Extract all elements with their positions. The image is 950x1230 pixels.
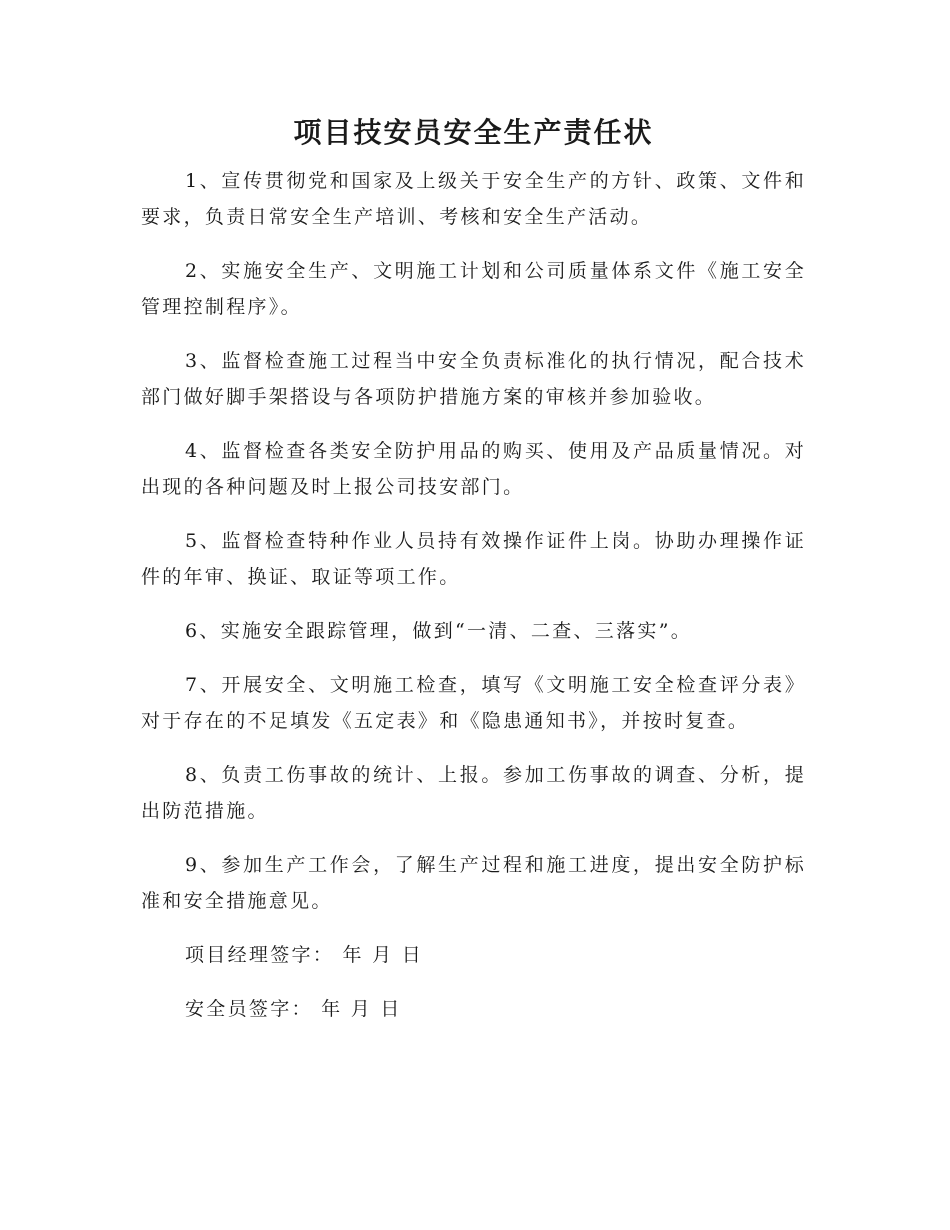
clause-1: 1、宣传贯彻党和国家及上级关于安全生产的方针、政策、文件和要求，负责日常安全生产培训、考核和安全生产活动。 xyxy=(141,170,806,228)
signature-block xyxy=(141,937,806,1027)
clause-7: 7、开展安全、文明施工检查，填写《文明施工安全检查评分表》对于存在的不足填发《五定表》和《隐患通知书》，并按时复查。 xyxy=(141,674,806,732)
document-title: 项目技安员安全生产责任状 xyxy=(293,116,654,149)
clause-3: 3、监督检查施工过程当中安全负责标准化的执行情况，配合技术部门做好脚手架搭设与各项防护措施方案的审核并参加验收。 xyxy=(141,350,806,408)
clause-2: 2、实施安全生产、文明施工计划和公司质量体系文件《施工安全管理控制程序》。 xyxy=(141,260,806,318)
safety-officer-signature-line: 安全员签字： 年 月 日 xyxy=(185,998,402,1020)
document-page xyxy=(141,0,806,1027)
clause-4: 4、监督检查各类安全防护用品的购买、使用及产品质量情况。对出现的各种问题及时上报公司技安部门。 xyxy=(141,440,806,498)
clause-9: 9、参加生产工作会，了解生产过程和施工进度，提出安全防护标准和安全措施意见。 xyxy=(141,854,806,912)
clause-8: 8、负责工伤事故的统计、上报。参加工伤事故的调查、分析，提出防范措施。 xyxy=(141,764,806,822)
clause-6: 6、实施安全跟踪管理，做到“一清、二查、三落实”。 xyxy=(185,620,693,642)
project-manager-signature-line: 项目经理签字： 年 月 日 xyxy=(185,944,424,966)
clause-5: 5、监督检查特种作业人员持有效操作证件上岗。协助办理操作证件的年审、换证、取证等项工作。 xyxy=(141,530,806,588)
clause-list xyxy=(141,152,806,919)
